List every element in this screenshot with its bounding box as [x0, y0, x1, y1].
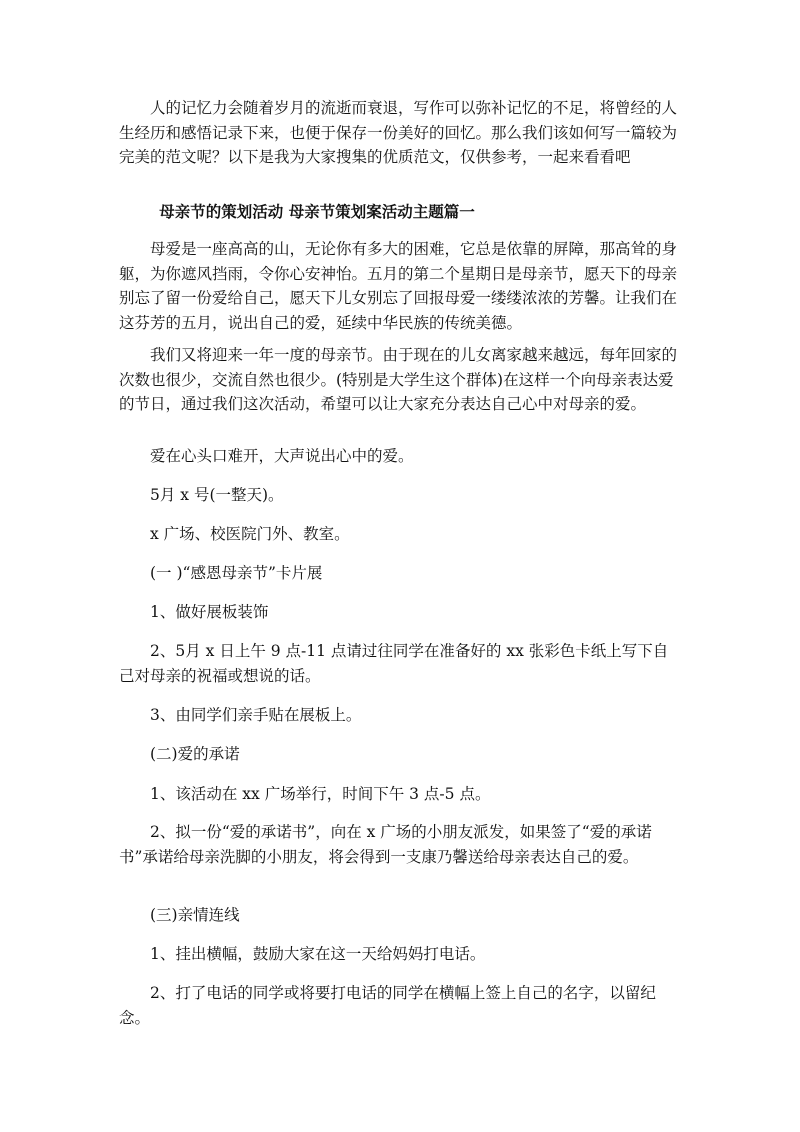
paragraph-6: (一 )“感恩母亲节”卡片展 — [150, 564, 323, 582]
paragraph-2: 我们又将迎来一年一度的母亲节。由于现在的儿女离家越来越远，每年回家的次数也很少，交流自然也很少。(特别是大学生这个群体)在这样一个向母亲表达爱的节日，通过我们这次活动，希望可以让大家充分表达自己心中对母亲的爱。 — [119, 346, 678, 414]
document-title: 母亲节的策划活动 母亲节策划案活动主题篇一 — [159, 202, 475, 221]
paragraph-4: 5月 x 号(一整天)。 — [150, 486, 284, 504]
paragraph-13: (三)亲情连线 — [150, 906, 240, 924]
intro-paragraph: 人的记忆力会随着岁月的流逝而衰退，写作可以弥补记忆的不足，将曾经的人生经历和感悟记录下来，也便于保存一份美好的回忆。那么我们该如何写一篇较为完美的范文呢？以下是我为大家搜集的优质范文，仅供参考，一起来看看吧 — [119, 99, 678, 167]
paragraph-14: 1、挂出横幅，鼓励大家在这一天给妈妈打电话。 — [150, 945, 486, 963]
paragraph-9: 3、由同学们亲手贴在展板上。 — [150, 706, 362, 724]
paragraph-1: 母爱是一座高高的山，无论你有多大的困难，它总是依靠的屏障，那高耸的身躯，为你遮风挡雨，令你心安神怡。五月的第二个星期日是母亲节，愿天下的母亲别忘了留一份爱给自己，愿天下儿女别忘了回报母爱一缕缕浓浓的芳馨。让我们在这芬芳的五月，说出自己的爱，延续中华民族的传统美德。 — [119, 240, 678, 333]
paragraph-10: (二)爱的承诺 — [150, 745, 240, 763]
paragraph-5: x 广场、校医院门外、教室。 — [150, 525, 350, 543]
paragraph-12: 2、拟一份“爱的承诺书”，向在 x 广场的小朋友派发，如果签了“爱的承诺书”承诺给母亲洗脚的小朋友，将会得到一支康乃馨送给母亲表达自己的爱。 — [119, 823, 652, 866]
paragraph-3: 爱在心头口难开，大声说出心中的爱。 — [150, 447, 414, 465]
paragraph-8: 2、5月 x 日上午 9 点-11 点请过往同学在准备好的 xx 张彩色卡纸上写下自己对母亲的祝福或想说的话。 — [119, 642, 669, 685]
paragraph-7: 1、做好展板装饰 — [150, 603, 269, 621]
paragraph-11: 1、该活动在 xx 广场举行，时间下午 3 点-5 点。 — [150, 785, 491, 803]
paragraph-15: 2、打了电话的同学或将要打电话的同学在横幅上签上自己的名字，以留纪念。 — [119, 984, 656, 1027]
